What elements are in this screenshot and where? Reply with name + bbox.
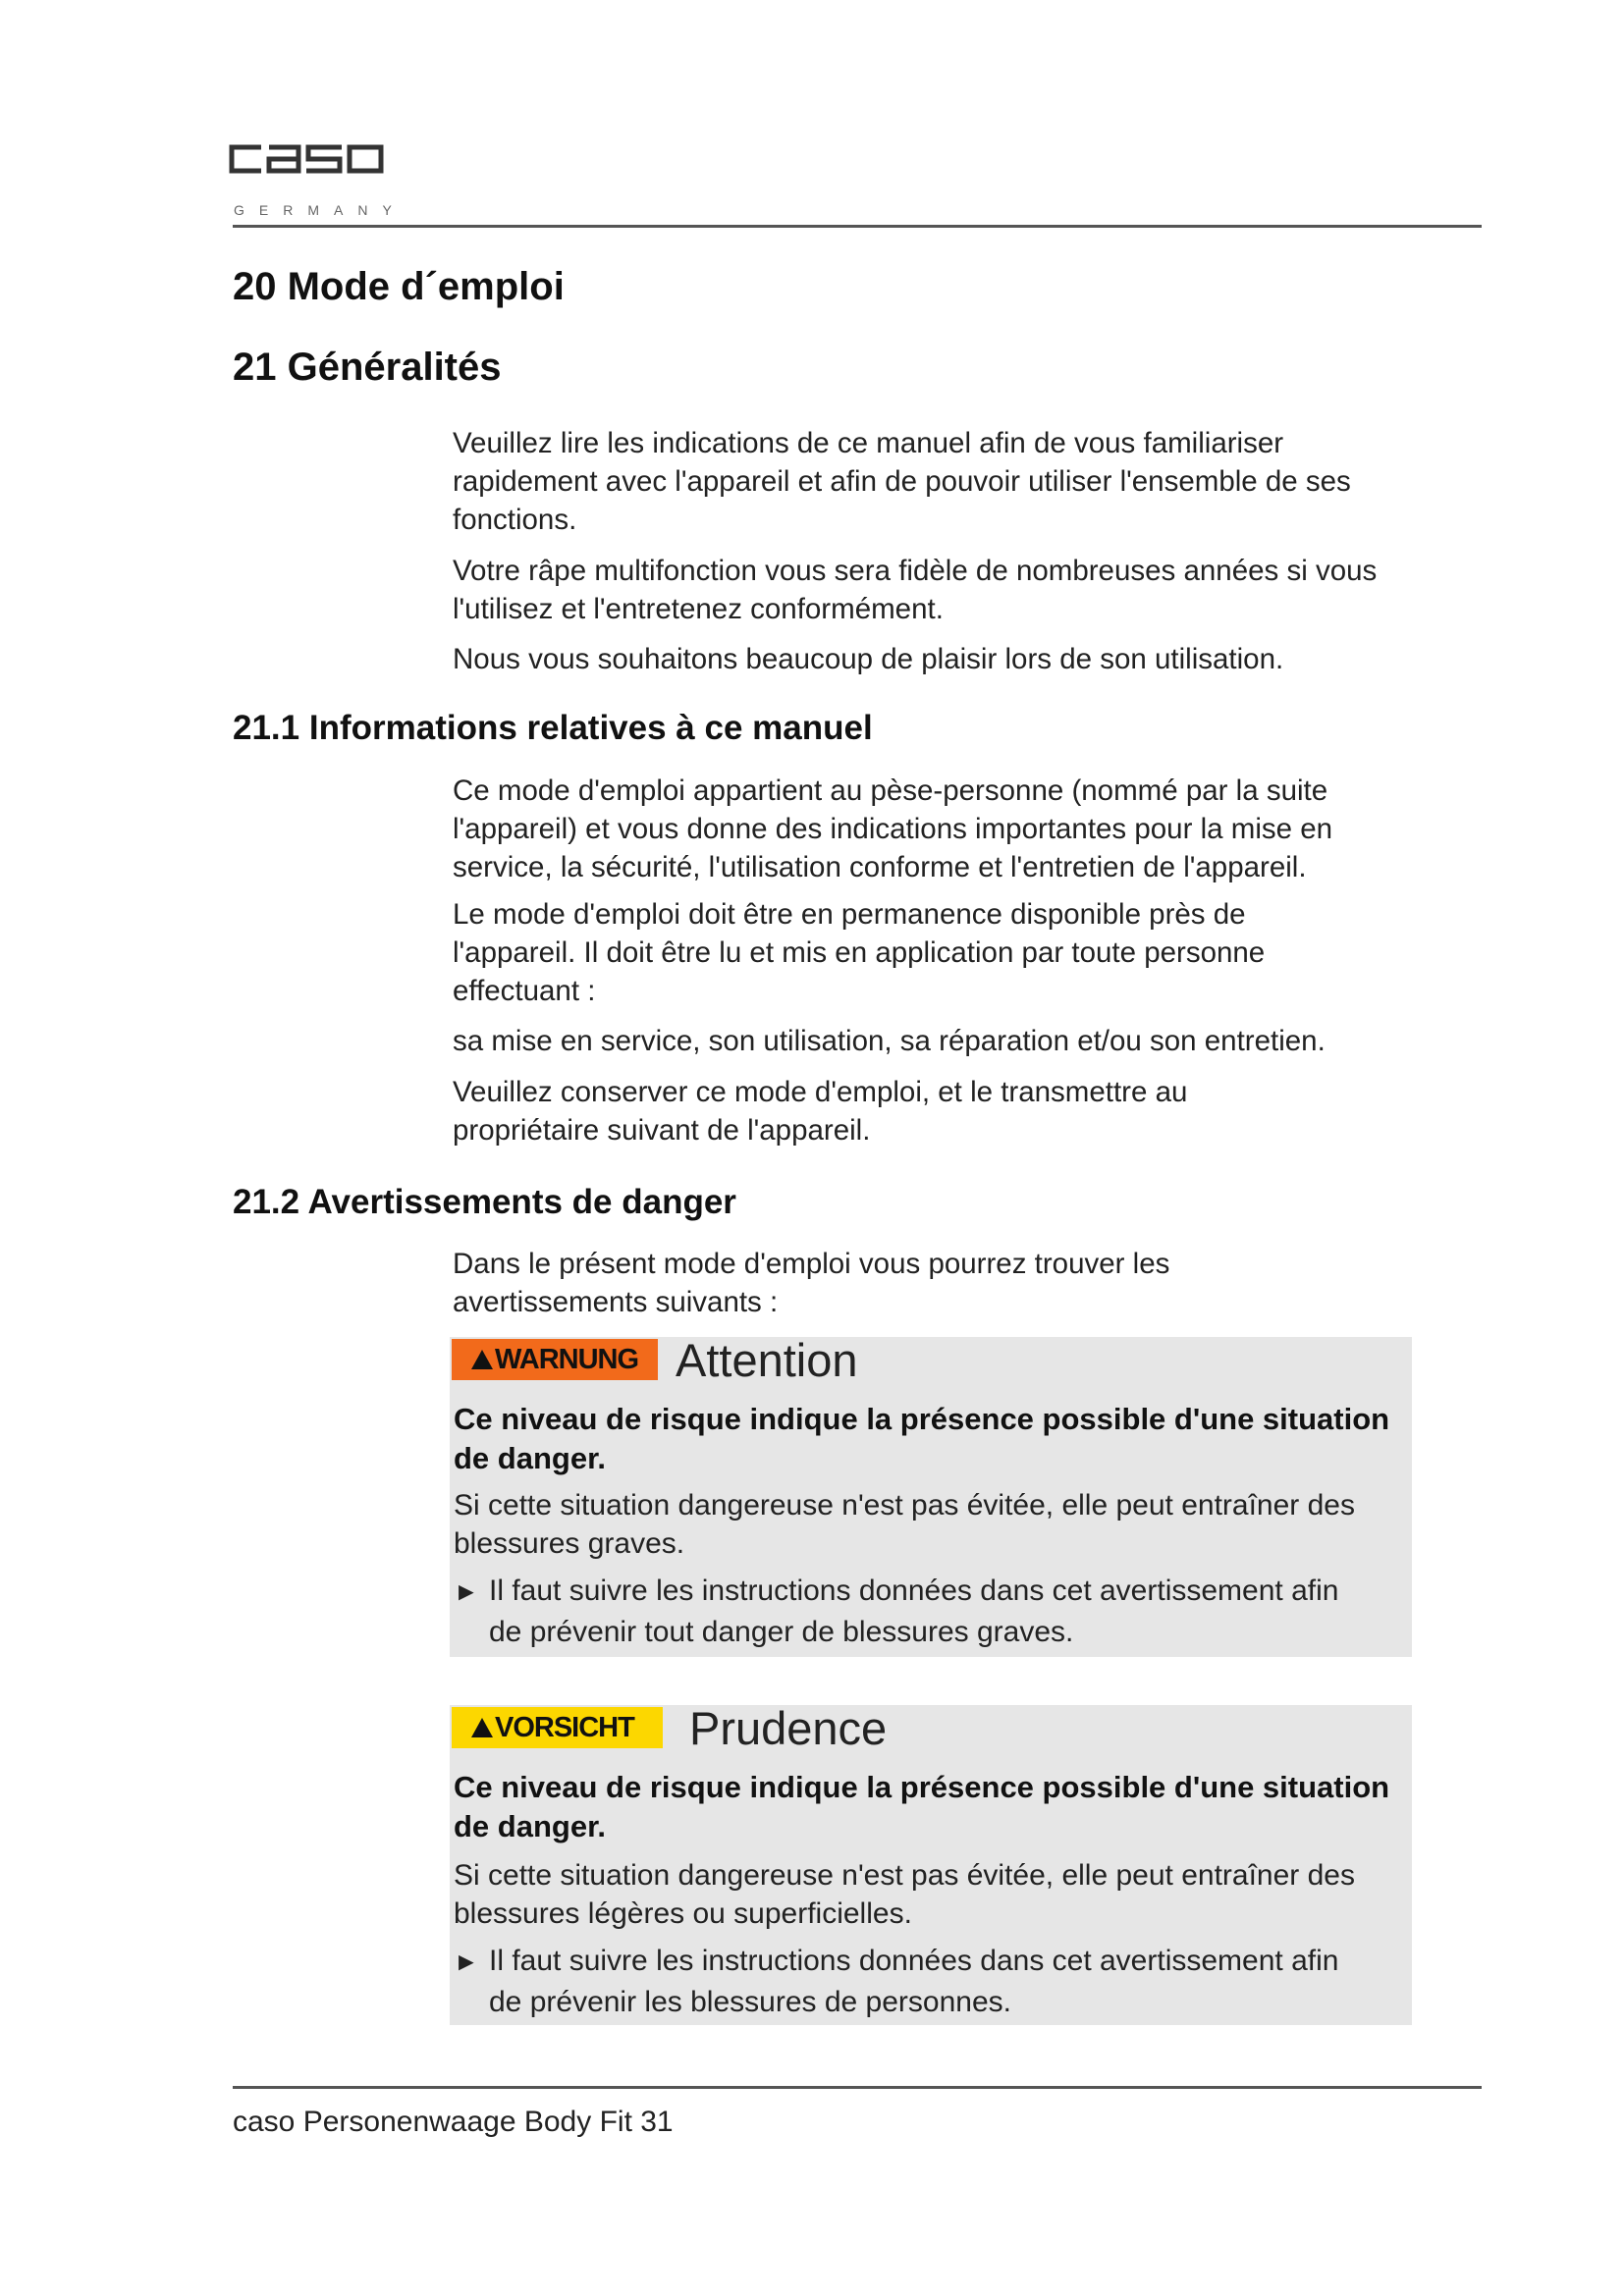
warning-box-attention — [450, 1334, 1412, 1657]
warning-badge-label: WARNUNG — [495, 1344, 639, 1375]
caution-box-bold-text: Ce niveau de risque indique la présence possible d'une situation de danger. — [454, 1770, 1390, 1843]
caution-badge — [452, 1707, 663, 1748]
section-21-2-title: 21.2 Avertissements de danger — [233, 1183, 736, 1221]
section-21-paragraph-2: Votre râpe multifonction vous sera fidèle de nombreuses années si vous l'utilisez et l'entretenez conformément. — [453, 555, 1378, 625]
section-21-paragraph-1: Veuillez lire les indications de ce manuel afin de vous familiariser rapidement avec l'appareil et afin de pouvoir utiliser l'ensemble de ses fonctions. — [453, 427, 1351, 536]
warning-box-title: Attention — [676, 1334, 858, 1386]
caution-box-text: Si cette situation dangereuse n'est pas évitée, elle peut entraîner des blessures légères ou superficielles. — [454, 1859, 1355, 1930]
caution-badge-label: VORSICHT — [495, 1712, 634, 1743]
section-21-1-title: 21.1 Informations relatives à ce manuel — [233, 709, 873, 747]
warning-box-bold-text: Ce niveau de risque indique la présence possible d'une situation de danger. — [454, 1402, 1390, 1475]
warning-badge — [452, 1339, 658, 1380]
footer-text: caso Personenwaage Body Fit 31 — [233, 2106, 674, 2138]
section-21-1-paragraph-1: Ce mode d'emploi appartient au pèse-personne (nommé par la suite l'appareil) et vous donne des indications importantes pour la mise en service, la sécurité, l'utilisation conforme et l'entretien de l'appareil. — [453, 774, 1333, 883]
bullet-arrow-icon: ► — [454, 1947, 479, 1976]
warning-box-text: Si cette situation dangereuse n'est pas évitée, elle peut entraîner des blessures graves. — [454, 1489, 1355, 1560]
logo-subtext: GERMANY — [234, 202, 406, 218]
header-divider — [233, 225, 1482, 228]
footer-divider — [233, 2086, 1482, 2089]
section-21-1-paragraph-3: sa mise en service, son utilisation, sa réparation et/ou son entretien. — [453, 1025, 1326, 1057]
section-21-1-paragraph-4: Veuillez conserver ce mode d'emploi, et le transmettre au propriétaire suivant de l'appareil. — [453, 1076, 1188, 1147]
section-21-title: 21 Généralités — [233, 346, 502, 389]
warning-box-bullet-line-1: Il faut suivre les instructions données dans cet avertissement afin — [489, 1575, 1339, 1607]
caution-box-bullet — [454, 1941, 1396, 2022]
caution-triangle-icon — [471, 1718, 493, 1737]
caso-logo — [224, 137, 420, 226]
caution-box-bullet-line-1: Il faut suivre les instructions données dans cet avertissement afin — [489, 1945, 1339, 1977]
warning-box-prudence — [450, 1702, 1412, 2025]
bullet-arrow-icon: ► — [454, 1576, 479, 1606]
warning-box-bullet — [454, 1571, 1396, 1652]
section-21-2-paragraph-1: Dans le présent mode d'emploi vous pourrez trouver les avertissements suivants : — [453, 1248, 1170, 1318]
caso-logo-mark — [224, 137, 401, 177]
caution-box-title: Prudence — [689, 1702, 888, 1754]
section-20-title: 20 Mode d´emploi — [233, 265, 565, 308]
warning-box-bullet-line-2: de prévenir tout danger de blessures graves. — [489, 1616, 1074, 1648]
section-21-paragraph-3: Nous vous souhaitons beaucoup de plaisir lors de son utilisation. — [453, 643, 1284, 675]
warning-triangle-icon — [471, 1350, 493, 1369]
section-21-1-paragraph-2: Le mode d'emploi doit être en permanence disponible près de l'appareil. Il doit être lu et mis en application par toute personne effectuant : — [453, 898, 1266, 1007]
caution-box-bullet-line-2: de prévenir les blessures de personnes. — [489, 1986, 1011, 2018]
